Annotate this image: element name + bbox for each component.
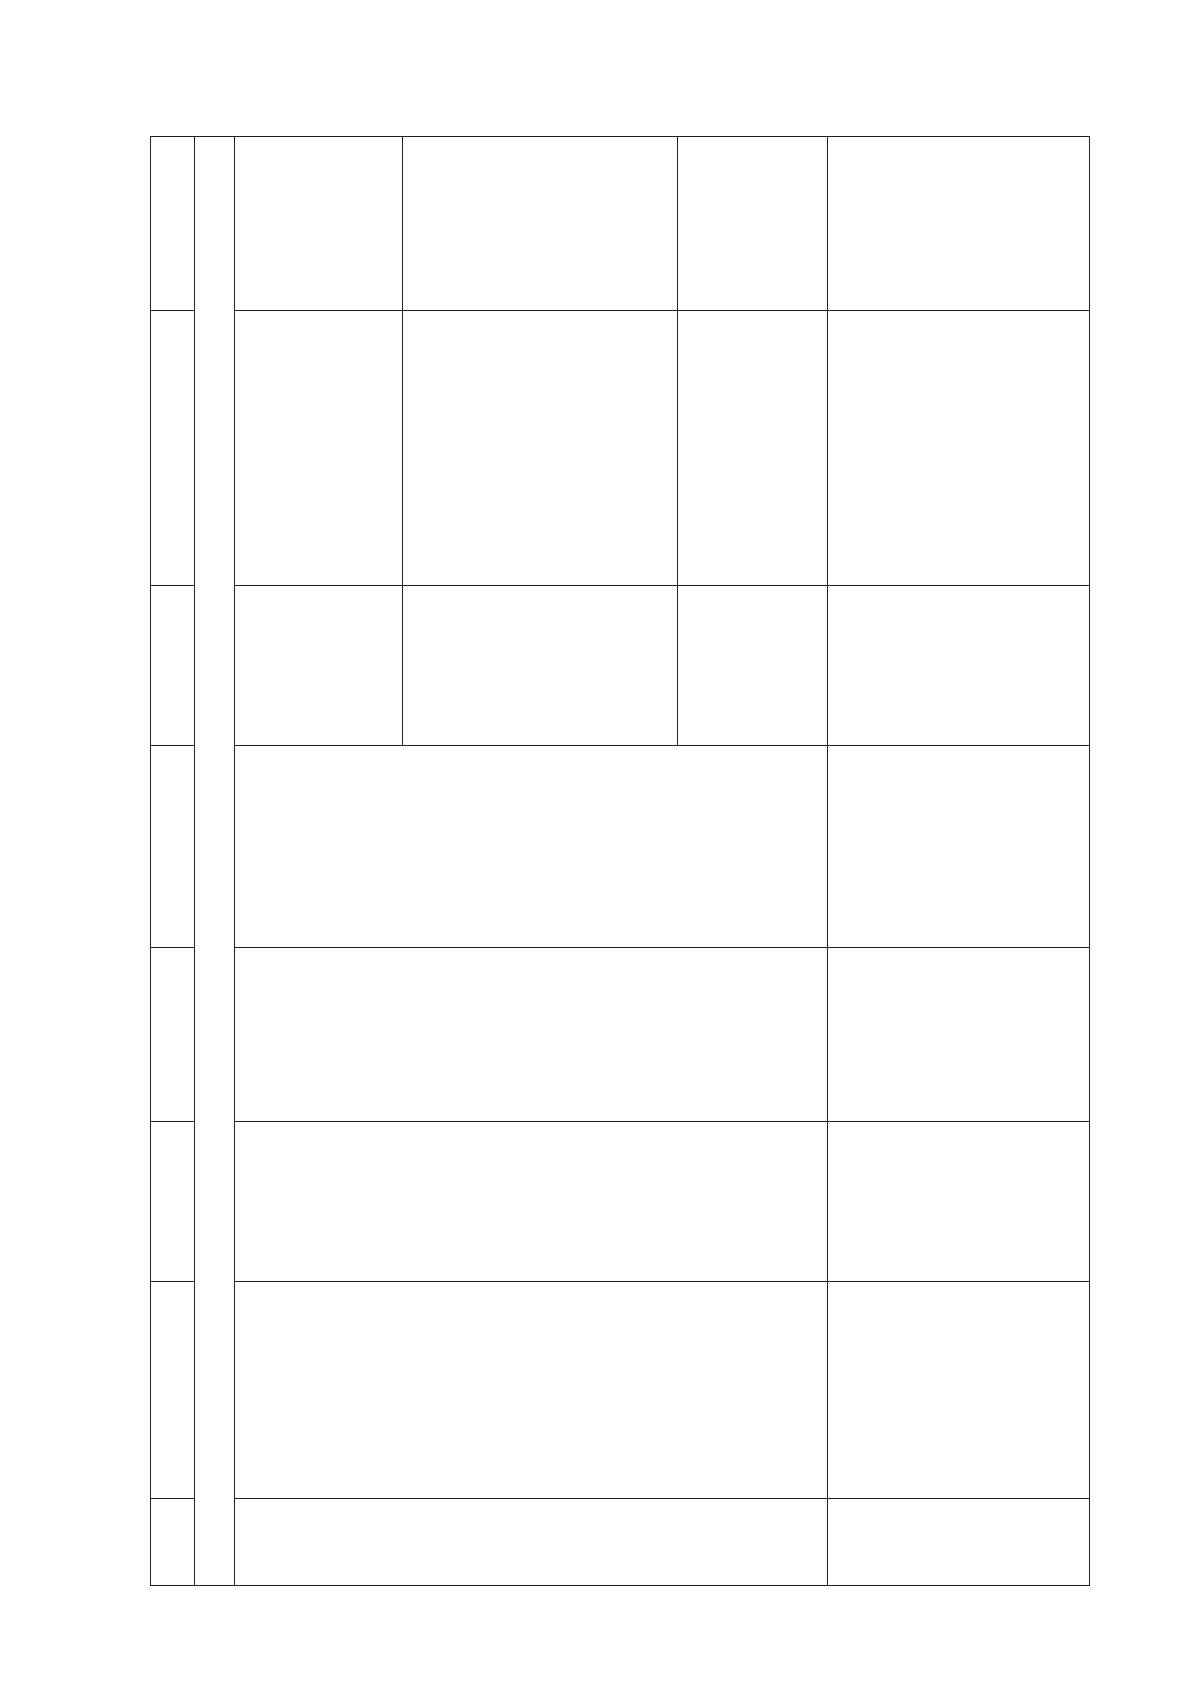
- row-number: [235, 1499, 828, 1586]
- action-cell: [403, 137, 678, 311]
- responsible-cell: [828, 586, 1090, 745]
- column-number: [151, 1281, 195, 1498]
- responsible-cell: [235, 586, 403, 745]
- column-number: [151, 586, 195, 745]
- deadline-cell: [678, 310, 828, 585]
- procedure-cell: [828, 745, 1090, 948]
- document-name-cell: [235, 1281, 828, 1498]
- document-name-cell: [828, 1281, 1090, 1498]
- column-number: [151, 745, 195, 948]
- column-number: [151, 1499, 195, 1586]
- column-number-row: [151, 137, 195, 1586]
- action-cell: [828, 137, 1090, 311]
- document-form-cell: [235, 948, 828, 1122]
- column-number: [151, 310, 195, 585]
- document-form-cell: [828, 948, 1090, 1122]
- table-row: [235, 137, 403, 1586]
- register-table: [150, 136, 1090, 1586]
- action-cell: [678, 137, 828, 311]
- originator-cell: [828, 1122, 1090, 1281]
- deadline-cell: [403, 310, 678, 585]
- column-number: [151, 137, 195, 311]
- column-number: [151, 948, 195, 1122]
- deadline-cell: [235, 310, 403, 585]
- column-number: [151, 1122, 195, 1281]
- deadline-cell: [828, 310, 1090, 585]
- row-number: [828, 1499, 1090, 1586]
- procedure-cell: [235, 745, 828, 948]
- section-row: [195, 137, 235, 1586]
- section-title: [195, 137, 235, 1586]
- rotated-table-container: [150, 136, 1090, 1586]
- table-row: [828, 137, 1090, 1586]
- action-cell: [235, 137, 403, 311]
- originator-cell: [235, 1122, 828, 1281]
- spacer: [409, 145, 423, 302]
- responsible-cell: [678, 586, 828, 745]
- responsible-cell: [403, 586, 678, 745]
